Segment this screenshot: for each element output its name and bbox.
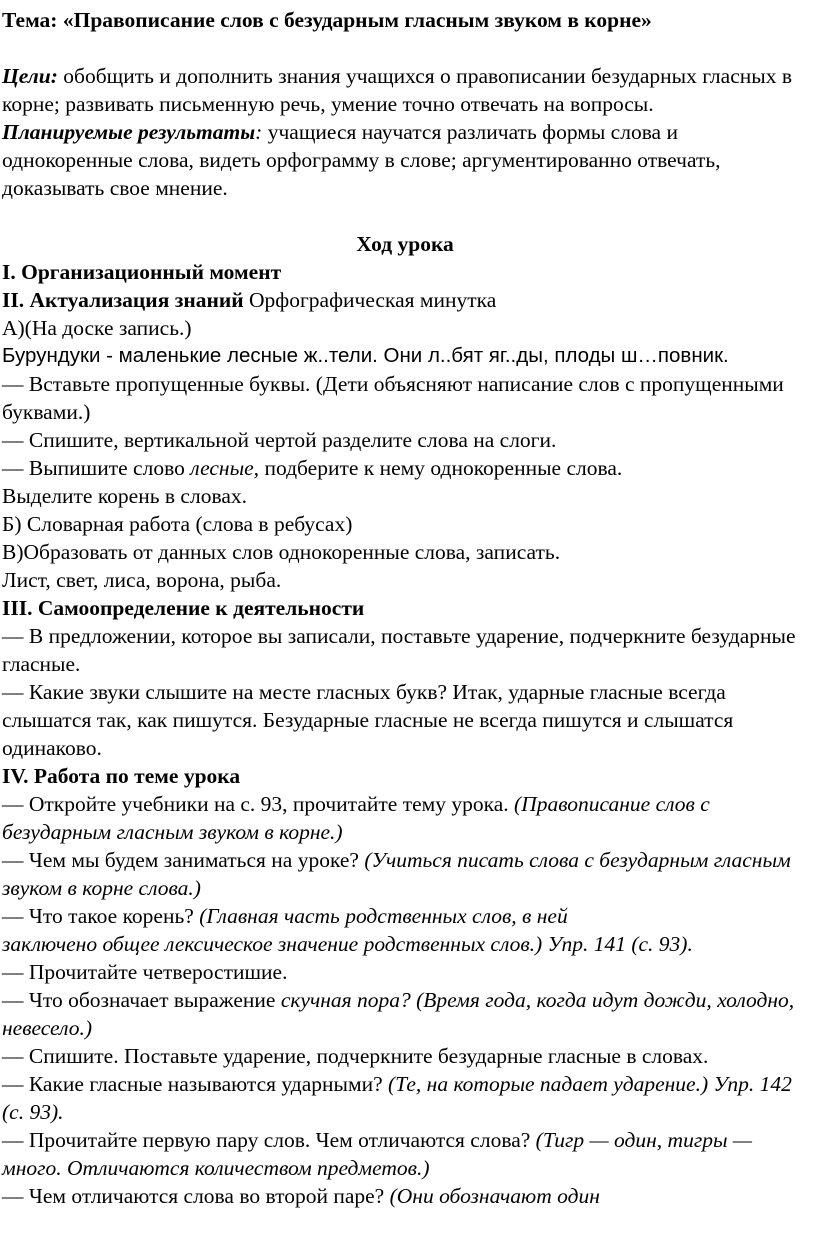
goals-paragraph — [2, 62, 808, 118]
question-text: — Какие гласные называются ударными? — [2, 1072, 389, 1096]
section-2-heading — [2, 286, 808, 314]
topic-value: «Правописание слов с безударным гласным звуком в корне» — [62, 8, 652, 32]
question-expression — [2, 986, 808, 1042]
spacer — [2, 202, 808, 230]
topic-line — [2, 6, 808, 34]
task-insert-letters: — Вставьте пропущенные буквы. (Дети объясняют написание слов с пропущенными буквами.) — [2, 372, 784, 424]
task-word: лесные, — [190, 456, 260, 480]
board-sentence: Бурундуки - маленькие лесные ж..тели. Они л..бят яг..ды, плоды ш…повник. — [2, 344, 729, 367]
results-text: учащиеся научатся различать формы слова и однокоренные слова, видеть орфограмму в слове; аргументированно отвечать, доказывать свое мнение. — [2, 120, 721, 200]
task-syllables: — Спишите, вертикальной чертой разделите слова на слоги. — [2, 428, 557, 452]
task-vocabulary: Б) Словарная работа (слова в ребусах) — [2, 512, 353, 536]
section-3-paragraph-2: — Какие звуки слышите на месте гласных букв? Итак, ударные гласные всегда слышатся так, как пишутся. Безударные гласные не всегда пишутся и слышатся одинаково. — [2, 680, 734, 760]
answer-text: (Главная часть родственных слов, в ней — [199, 904, 568, 928]
results-paragraph — [2, 118, 808, 202]
question-text: — Прочитайте первую пару слов. Чем отличаются слова? — [2, 1128, 536, 1152]
section-3-heading: III. Самоопределение к деятельности — [2, 596, 365, 620]
answer-text: (Учиться писать слова с безударным гласным звуком в корне слова.) — [2, 848, 791, 900]
section-2-title: II. Актуализация знаний — [2, 288, 244, 312]
question-root — [2, 902, 808, 930]
question-text: — Чем отличаются слова во второй паре? — [2, 1184, 390, 1208]
section-1-heading: I. Организационный момент — [2, 260, 282, 284]
question-first-pair — [2, 1126, 808, 1182]
question-text: — Откройте учебники на с. 93, прочитайте тему урока. — [2, 792, 515, 816]
task-related-words — [2, 454, 808, 482]
answer-text: (Тигр — один, тигры — много. Отличаются количеством предметов.) — [2, 1128, 753, 1180]
goals-label: Цели: — [2, 64, 58, 88]
task-text: подберите к нему однокоренные слова. — [259, 456, 623, 480]
section-3-paragraph-1: — В предложении, которое вы записали, поставьте ударение, подчеркните безударные гласные. — [2, 624, 796, 676]
task-text: — Выпишите слово — [2, 456, 191, 480]
question-text: — Чем мы будем заниматься на уроке? — [2, 848, 365, 872]
answer-text: (Правописание слов с безударным гласным звуком в корне.) — [2, 792, 710, 844]
answer-text: (Они обозначают один — [389, 1184, 600, 1208]
section-2-subtitle: Орфографическая минутка — [243, 288, 497, 312]
topic-label: Тема: — [2, 8, 63, 32]
question-stressed-vowels — [2, 1070, 808, 1126]
question-text: — Что такое корень? — [2, 904, 200, 928]
word-list: Лист, свет, лиса, ворона, рыба. — [2, 568, 282, 592]
section-4-heading: IV. Работа по теме урока — [2, 764, 241, 788]
question-second-pair — [2, 1182, 808, 1210]
results-label: Планируемые результаты — [2, 120, 256, 144]
answer-text: (Те, на которые падает ударение.) Упр. 142 (с. 93). — [2, 1072, 792, 1124]
task-root: Выделите корень в словах. — [2, 484, 247, 508]
question-lesson-aim — [2, 846, 808, 902]
question-text: — Что обозначает выражение — [2, 988, 281, 1012]
lesson-heading: Ход урока — [356, 232, 454, 256]
board-note: А)(На доске запись.) — [2, 316, 192, 340]
goals-text: обобщить и дополнить знания учащихся о правописании безударных гласных в корне; развивать письменную речь, умение точно отвечать на вопросы. — [2, 64, 792, 116]
answer-text: скучная пора? (Время года, когда идут дожди, холодно, невесело.) — [2, 988, 795, 1040]
question-textbook — [2, 790, 808, 846]
task-copy-stress: — Спишите. Поставьте ударение, подчеркните безударные гласные в словах. — [2, 1044, 709, 1068]
spacer — [2, 34, 808, 62]
results-colon: : — [255, 120, 263, 144]
task-form-words: В)Образовать от данных слов однокоренные слова, записать. — [2, 540, 561, 564]
answer-root-continued: заключено общее лексическое значение родственных слов.) Упр. 141 (с. 93). — [2, 932, 693, 956]
task-read-quatrain: — Прочитайте четверостишие. — [2, 960, 288, 984]
